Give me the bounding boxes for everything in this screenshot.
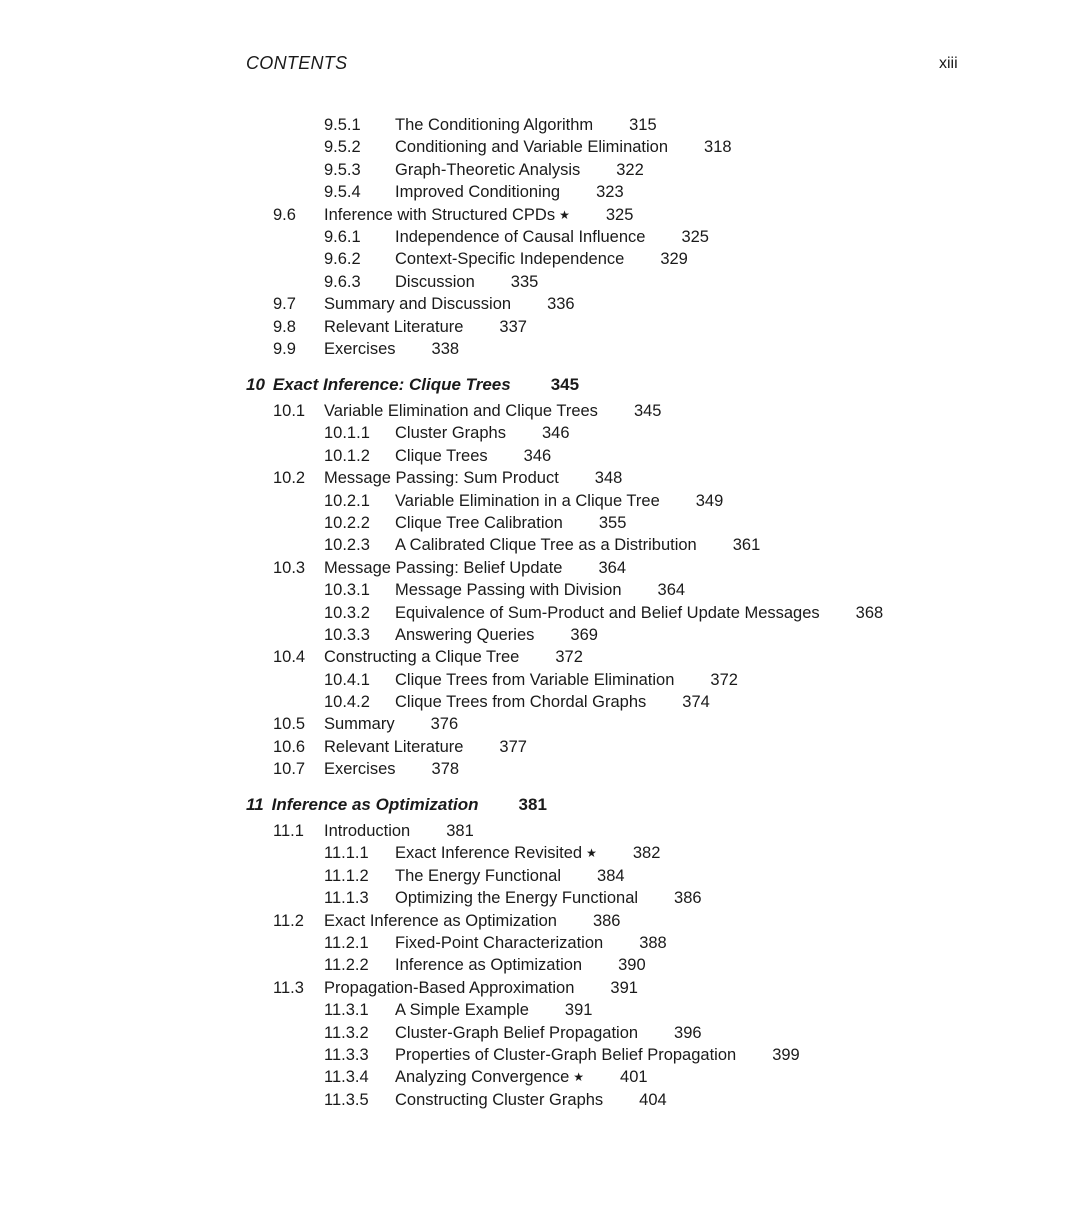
toc-entry-number: 10.3.2: [324, 603, 370, 622]
toc-entry-page: 346: [523, 446, 552, 465]
toc-entry-title: Improved Conditioning: [395, 183, 561, 202]
toc-entry-title: Clique Trees from Variable Elimination: [395, 670, 675, 689]
toc-entry[interactable]: [0, 602, 1080, 624]
toc-entry-page: 322: [616, 160, 644, 179]
toc-entry[interactable]: [0, 1022, 1080, 1044]
toc-entry-number: 9.8: [273, 317, 296, 336]
toc-entry-page: 377: [499, 737, 527, 756]
toc-entry-title-group: [395, 954, 646, 976]
toc-entry[interactable]: [0, 400, 1080, 422]
toc-entry-number: 10.2.2: [324, 513, 370, 532]
toc-entry-number: 10.3.3: [324, 625, 370, 644]
toc-entry-number: 11.2.2: [324, 956, 369, 975]
toc-entry-title: Context-Specific Independence: [395, 250, 625, 269]
toc-entry-title: The Energy Functional: [395, 866, 562, 885]
toc-entry-number: 11.3: [273, 978, 304, 997]
toc-entry[interactable]: [0, 226, 1080, 248]
toc-entry-title: The Conditioning Algorithm: [395, 116, 594, 134]
toc-entry-title-group: [395, 691, 710, 713]
toc-entry-title: Variable Elimination and Clique Trees: [324, 402, 598, 420]
chapter-10-heading: [246, 372, 579, 398]
toc-entry[interactable]: [0, 932, 1080, 954]
toc-entry-title: Summary and Discussion: [324, 295, 512, 314]
toc-entry[interactable]: [0, 842, 1080, 864]
toc-entry[interactable]: [0, 646, 1080, 668]
toc-entry[interactable]: [0, 248, 1080, 270]
toc-entry-title: Inference as Optimization: [395, 956, 583, 975]
toc-entry-title-group: [324, 467, 622, 489]
toc-entry-page: 372: [555, 648, 583, 667]
toc-entry-title: Cluster Graphs: [395, 424, 506, 443]
toc-entry[interactable]: [0, 316, 1080, 338]
toc-entry-title: Relevant Literature: [324, 737, 464, 756]
toc-entry[interactable]: [0, 624, 1080, 646]
chapter-number: 10: [246, 375, 265, 394]
toc-block-chapter-9: [0, 114, 1080, 360]
toc-entry-title: Equivalence of Sum-Product and Belief Update Messages: [395, 603, 820, 622]
toc-entry-page: 386: [592, 911, 621, 930]
toc-entry-title-group: [395, 602, 883, 624]
toc-entry-title-group: [395, 932, 667, 954]
toc-entry[interactable]: [0, 887, 1080, 909]
toc-entry-number: 10.7: [273, 760, 306, 779]
toc-entry-title: Variable Elimination in a Clique Tree: [395, 491, 660, 510]
toc-entry-number: 10.1.2: [324, 446, 370, 465]
toc-entry[interactable]: [0, 1066, 1080, 1088]
toc-entry-title-group: [395, 490, 723, 512]
toc-entry-title-group: [395, 842, 660, 865]
toc-entry-number: 9.7: [273, 295, 296, 314]
toc-entry-title: Exercises: [324, 339, 396, 358]
toc-entry-page: 374: [682, 693, 710, 712]
toc-entry[interactable]: [0, 114, 1080, 136]
toc-entry-page: 384: [597, 866, 625, 885]
toc-entry-title: Graph-Theoretic Analysis: [395, 160, 581, 179]
toc-entry-title-group: [395, 136, 732, 158]
toc-entry-title: Summary: [324, 715, 395, 734]
toc-entry-number: 9.6.3: [324, 272, 361, 291]
toc-entry-number: 11.3.4: [324, 1068, 369, 1087]
toc-entry-page: 381: [446, 822, 474, 840]
toc-entry[interactable]: [0, 820, 1080, 842]
toc-entry-title: Message Passing with Division: [395, 581, 622, 600]
toc-entry[interactable]: [0, 758, 1080, 780]
toc-entry-title: Discussion: [395, 272, 475, 291]
toc-entry[interactable]: [0, 954, 1080, 976]
toc-entry-title-group: [395, 1066, 648, 1089]
toc-entry[interactable]: [0, 422, 1080, 444]
toc-entry[interactable]: [0, 445, 1080, 467]
toc-entry-title-group: [395, 865, 625, 887]
toc-entry-number: 10.3.1: [324, 581, 370, 600]
toc-entry-number: 9.5.4: [324, 183, 361, 202]
toc-entry-page: 361: [732, 536, 761, 555]
chapter-title: Exact Inference: Clique Trees: [272, 375, 511, 394]
toc-entry-page: 325: [605, 205, 634, 224]
toc-entry-title-group: [395, 181, 624, 203]
toc-entry-title-group: [324, 293, 575, 315]
toc-entry-title-group: [395, 422, 570, 444]
toc-entry-page: 388: [639, 933, 667, 952]
toc-entry[interactable]: [0, 579, 1080, 601]
toc-entry-title: Exercises: [324, 760, 396, 779]
toc-entry-title: Inference with Structured CPDs: [324, 205, 556, 224]
toc-entry-page: 315: [629, 116, 657, 134]
toc-entry-number: 11.1.1: [324, 844, 369, 863]
toc-entry-title-group: [324, 400, 661, 422]
toc-entry-title: Constructing Cluster Graphs: [395, 1090, 604, 1109]
toc-entry[interactable]: [0, 1044, 1080, 1066]
toc-entry[interactable]: [0, 136, 1080, 158]
toc-entry[interactable]: [0, 271, 1080, 293]
toc-entry-page: 396: [674, 1023, 702, 1042]
running-header-title: CONTENTS: [246, 53, 348, 73]
toc-entry-title: Constructing a Clique Tree: [324, 648, 520, 667]
toc-entry-title-group: [324, 204, 633, 227]
toc-entry-title: Exact Inference as Optimization: [324, 911, 557, 930]
toc-entry-title-group: [395, 1022, 702, 1044]
toc-entry-title-group: [395, 114, 657, 136]
toc-entry-number: 10.2.3: [324, 536, 370, 555]
toc-entry-number: 10.5: [273, 715, 306, 734]
toc-entry-number: 9.9: [273, 339, 296, 358]
toc-block-chapter-10: [0, 400, 1080, 781]
toc-entry-number: 11.3.3: [324, 1045, 369, 1064]
toc-entry[interactable]: [0, 1089, 1080, 1111]
toc-entry-title-group: [395, 887, 702, 909]
toc-entry-page: 355: [598, 513, 627, 532]
toc-entry-page: 364: [598, 558, 626, 577]
toc-entry-page: 386: [674, 889, 702, 908]
toc-entry-page: 335: [510, 272, 539, 291]
toc-entry-number: 11.3.2: [324, 1023, 369, 1042]
toc-entry-title-group: [324, 713, 458, 735]
toc-entry-title-group: [395, 1044, 800, 1066]
toc-entry[interactable]: [0, 736, 1080, 758]
toc-entry[interactable]: [0, 557, 1080, 579]
toc-entry-title: A Calibrated Clique Tree as a Distribution: [395, 536, 697, 555]
toc-entry[interactable]: [0, 159, 1080, 181]
toc-entry-title-group: [395, 445, 551, 467]
toc-entry-title-group: [395, 579, 685, 601]
toc-entry-number: 10.4.2: [324, 693, 370, 712]
toc-entry-title-group: [395, 534, 760, 556]
star-icon: ★: [573, 1070, 585, 1085]
toc-entry[interactable]: [0, 293, 1080, 315]
toc-entry-title: Clique Trees: [395, 446, 488, 465]
toc-entry-number: 10.3: [273, 558, 306, 577]
toc-entry-page: 325: [681, 227, 709, 246]
toc-entry-title: Optimizing the Energy Functional: [395, 889, 639, 908]
toc-entry-title: Analyzing Convergence: [395, 1068, 570, 1087]
toc-entry-number: 11.1: [273, 822, 304, 840]
toc-entry-page: 369: [570, 625, 598, 644]
toc-entry-number: 11.2: [273, 911, 304, 930]
toc-entry-title: Introduction: [324, 822, 411, 840]
toc-entry-title-group: [324, 977, 638, 999]
toc-entry[interactable]: [0, 669, 1080, 691]
toc-entry-page: 372: [710, 670, 738, 689]
star-icon: ★: [559, 207, 570, 222]
toc-entry-page: 364: [657, 581, 686, 600]
toc-entry-number: 11.1.2: [324, 866, 369, 885]
toc-entry-title: Relevant Literature: [324, 317, 464, 336]
toc-entry-title: Message Passing: Belief Update: [324, 558, 563, 577]
toc-entry-page: 338: [431, 339, 460, 358]
toc-entry-title: Propagation-Based Approximation: [324, 978, 575, 997]
toc-entry-page: 345: [633, 402, 662, 420]
toc-block-chapter-11: [0, 820, 1080, 1111]
toc-entry-number: 9.6.2: [324, 250, 361, 269]
toc-entry-title: Cluster-Graph Belief Propagation: [395, 1023, 639, 1042]
toc-entry-title-group: [395, 669, 738, 691]
star-icon: ★: [586, 846, 597, 861]
chapter-11-heading: [246, 792, 547, 818]
toc-entry-title: A Simple Example: [395, 1001, 529, 1020]
toc-entry-page: 390: [618, 956, 646, 975]
toc-entry[interactable]: [0, 512, 1080, 534]
toc-entry-title-group: [324, 758, 459, 780]
toc-entry-page: 391: [610, 978, 638, 997]
toc-entry-page: 401: [620, 1068, 648, 1087]
toc-entry-title-group: [395, 624, 598, 646]
toc-entry-title-group: [324, 316, 527, 338]
toc-entry[interactable]: [0, 910, 1080, 932]
toc-entry-title-group: [324, 646, 583, 668]
toc-entry-page: 391: [564, 1001, 593, 1020]
toc-entry[interactable]: [0, 181, 1080, 203]
toc-entry[interactable]: [0, 467, 1080, 489]
chapter-page: 345: [550, 375, 580, 394]
toc-entry-title-group: [395, 512, 626, 534]
toc-entry-number: 10.6: [273, 737, 306, 756]
toc-entry-number: 9.6: [273, 205, 296, 224]
toc-entry-number: 10.4: [273, 648, 306, 667]
toc-entry-title-group: [395, 226, 709, 248]
toc-entry-number: 10.2: [273, 469, 306, 488]
toc-entry-page: 323: [596, 183, 624, 202]
toc-entry-number: 11.3.1: [324, 1001, 369, 1020]
toc-entry-page: 368: [855, 603, 884, 622]
toc-entry-page: 378: [431, 760, 460, 779]
chapter-page: 381: [518, 795, 547, 814]
toc-entry[interactable]: [0, 534, 1080, 556]
chapter-number: 11: [246, 795, 264, 814]
toc-entry-number: 9.5.3: [324, 160, 361, 179]
toc-entry[interactable]: [0, 713, 1080, 735]
toc-entry[interactable]: [0, 977, 1080, 999]
toc-entry-page: 349: [695, 491, 724, 510]
toc-entry-number: 10.2.1: [324, 491, 370, 510]
toc-entry-title: Conditioning and Variable Elimination: [395, 138, 669, 157]
toc-entry[interactable]: [0, 204, 1080, 226]
toc-entry-page: 404: [639, 1090, 667, 1109]
toc-entry-title-group: [324, 910, 620, 932]
toc-entry-title-group: [324, 557, 626, 579]
toc-entry[interactable]: [0, 338, 1080, 360]
toc-entry-page: 318: [704, 138, 732, 157]
toc-entry-number: 9.5.2: [324, 138, 361, 157]
toc-entry-title: Exact Inference Revisited: [395, 844, 583, 863]
toc-entry-title-group: [324, 736, 527, 758]
page-number: xiii: [939, 55, 958, 72]
toc-entry-number: 11.3.5: [324, 1090, 369, 1109]
toc-entry-number: 11.2.1: [324, 933, 369, 952]
toc-entry[interactable]: [0, 691, 1080, 713]
toc-entry-title: Message Passing: Sum Product: [324, 469, 559, 488]
toc-entry-title: Independence of Causal Influence: [395, 227, 646, 246]
toc-entry-page: 336: [547, 295, 575, 314]
toc-entry-page: 346: [541, 424, 570, 443]
toc-entry-number: 9.5.1: [324, 116, 361, 134]
toc-entry-number: 10.4.1: [324, 670, 370, 689]
toc-entry-number: 10.1: [273, 402, 306, 420]
toc-entry-page: 329: [660, 250, 688, 269]
toc-entry-title: Properties of Cluster-Graph Belief Propagation: [395, 1045, 737, 1064]
toc-entry-page: 348: [594, 469, 623, 488]
toc-entry-title-group: [395, 271, 538, 293]
toc-entry[interactable]: [0, 490, 1080, 512]
toc-entry-title: Clique Trees from Chordal Graphs: [395, 693, 647, 712]
toc-entry-title: Answering Queries: [395, 625, 535, 644]
toc-entry-number: 11.1.3: [324, 889, 369, 908]
toc-entry-title-group: [324, 820, 474, 842]
toc-entry-title-group: [395, 159, 644, 181]
toc-entry-title: Fixed-Point Characterization: [395, 933, 604, 952]
toc-entry[interactable]: [0, 865, 1080, 887]
toc-entry-title-group: [395, 999, 592, 1021]
toc-entry-title-group: [395, 1089, 667, 1111]
toc-entry-page: 382: [632, 844, 661, 863]
toc-entry-title-group: [395, 248, 688, 270]
toc-entry[interactable]: [0, 999, 1080, 1021]
toc-entry-number: 10.1.1: [324, 424, 370, 443]
toc-entry-page: 337: [499, 317, 527, 336]
toc-entry-title: Clique Tree Calibration: [395, 513, 563, 532]
toc-entry-page: 376: [430, 715, 459, 734]
chapter-title: Inference as Optimization: [271, 795, 479, 814]
toc-entry-title-group: [324, 338, 459, 360]
toc-entry-number: 9.6.1: [324, 227, 361, 246]
toc-entry-page: 399: [772, 1045, 800, 1064]
